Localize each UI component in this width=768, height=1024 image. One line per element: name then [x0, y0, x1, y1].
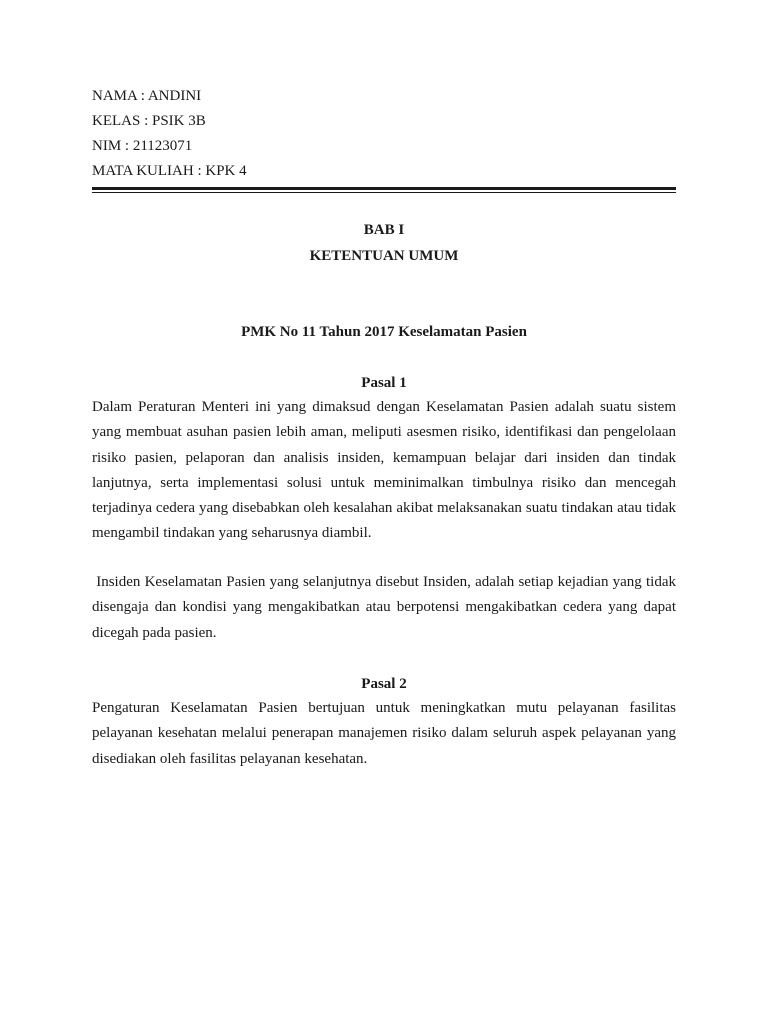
student-id: NIM : 21123071: [92, 138, 193, 154]
section-heading-pasal-2: Pasal 2: [361, 676, 407, 692]
course-name: MATA KULIAH : KPK 4: [92, 163, 247, 179]
section-heading-pasal-1: Pasal 1: [361, 375, 407, 391]
pasal-1-paragraph-1: Dalam Peraturan Menteri ini yang dimaksud dengan Keselamatan Pasien adalah suatu sistem yang membuat asuhan pasien lebih aman, meliputi asesmen risiko, identifikasi dan pengelolaan risiko pasien, pelaporan dan analisis insiden, kemampuan belajar dari insiden dan tindak lanjutnya, serta implementasi solusi untuk meminimalkan timbulnya risiko dan mencegah terjadinya cedera yang disebabkan oleh kesalahan akibat melaksanakan suatu tindakan atau tidak mengambil tindakan yang seharusnya diambil.: [92, 399, 676, 542]
divider-thin-line: [92, 192, 676, 193]
student-info: [92, 84, 676, 184]
pasal-1-paragraph-2: Insiden Keselamatan Pasien yang selanjutnya disebut Insiden, adalah setiap kejadian yang tidak disengaja dan kondisi yang mengakibatkan atau berpotensi mengakibatkan cedera yang dapat dicegah pada pasien.: [92, 574, 680, 641]
student-class: KELAS : PSIK 3B: [92, 113, 206, 129]
header-divider: [92, 187, 676, 193]
student-name: NAMA : ANDINI: [92, 88, 202, 104]
pasal-2-paragraph-1: Pengaturan Keselamatan Pasien bertujuan untuk meningkatkan mutu pelayanan fasilitas pelayanan kesehatan melalui penerapan manajemen risiko dalam seluruh aspek pelayanan yang disediakan oleh fasilitas pelayanan kesehatan.: [92, 700, 676, 767]
chapter-title: KETENTUAN UMUM: [309, 248, 459, 264]
chapter-number: BAB I: [363, 222, 405, 238]
document-title: PMK No 11 Tahun 2017 Keselamatan Pasien: [241, 324, 527, 340]
